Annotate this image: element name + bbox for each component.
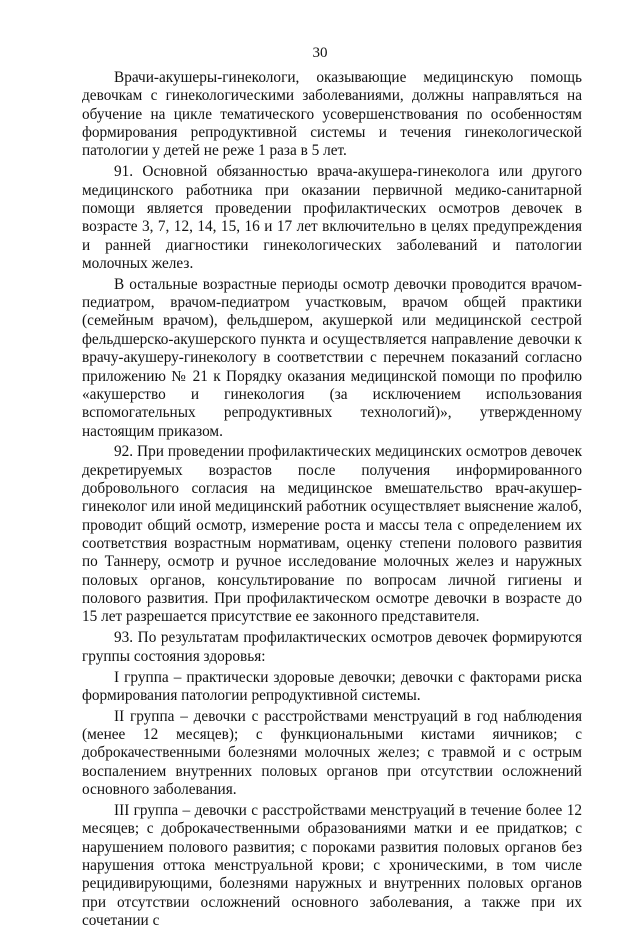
paragraph-group-1: I группа – практически здоровые девочки; девочки с факторами риска формирования патологии репродуктивной системы. <box>82 668 582 704</box>
paragraph-93: 93. По результатам профилактических осмотров девочек формируются группы состояния здоровья: <box>82 629 582 665</box>
paragraph-obstetricians-training: Врачи-акушеры-гинекологи, оказывающие медицинскую помощь девочкам с гинекологическими заболеваниями, должны направляться на обучение на цикле тематического усовершенствования по особенностям формирования репродуктивной системы и течения гинекологической патологии у детей не реже 1 раза в 5 лет. <box>82 69 582 160</box>
paragraph-other-age-periods: В остальные возрастные периоды осмотр девочки проводится врачом-педиатром, врачом-педиатром участковым, врачом общей практики (семейным врачом), фельдшером, акушеркой или медицинской сестрой фельдшерско-акушерского пункта и осуществляется направление девочки к врачу-акушеру-гинекологу в соответствии с перечнем показаний согласно приложению № 21 к Порядку оказания медицинской помощи по профилю «акушерство и гинекология (за исключением использования вспомогательных репродуктивных технологий)», утвержденному настоящим приказом. <box>82 275 582 440</box>
document-body <box>82 69 582 930</box>
paragraph-92: 92. При проведении профилактических медицинских осмотров девочек декретируемых возрастов после получения информированного добровольного согласия на медицинское вмешательство врач-акушер-гинеколог или иной медицинский работник осуществляет выяснение жалоб, проводит общий осмотр, измерение роста и массы тела с определением их соответствия возрастным нормативам, оценку степени полового развития по Таннеру, осмотр и ручное исследование молочных желез и наружных половых органов, консультирование по вопросам личной гигиены и полового развития. При профилактическом осмотре девочки в возрасте до 15 лет разрешается присутствие ее законного представителя. <box>82 443 582 626</box>
paragraph-group-3: III группа – девочки с расстройствами менструаций в течение более 12 месяцев; с доброкачественными образованиями матки и ее придатков; с нарушением полового развития; с пороками развития половых органов без нарушения оттока менструальной крови; с хроническими, в том числе рецидивирующими, болезнями наружных и внутренних половых органов при отсутствии осложнений основного заболевания, а также при их сочетании с <box>82 801 582 929</box>
page-number: 30 <box>312 45 328 61</box>
paragraph-group-2: II группа – девочки с расстройствами менструаций в год наблюдения (менее 12 месяцев); с функциональными кистами яичников; с доброкачественными болезнями молочных желез; с травмой и с острым воспалением внутренних половых органов при отсутствии осложнений основного заболевания. <box>82 707 582 799</box>
paragraph-91: 91. Основной обязанностью врача-акушера-гинеколога или другого медицинского работника при оказании первичной медико-санитарной помощи является проведении профилактических осмотров девочек в возрасте 3, 7, 12, 14, 15, 16 и 17 лет включительно в целях предупреждения и ранней диагностики гинекологических заболеваний и патологии молочных желез. <box>82 163 582 272</box>
